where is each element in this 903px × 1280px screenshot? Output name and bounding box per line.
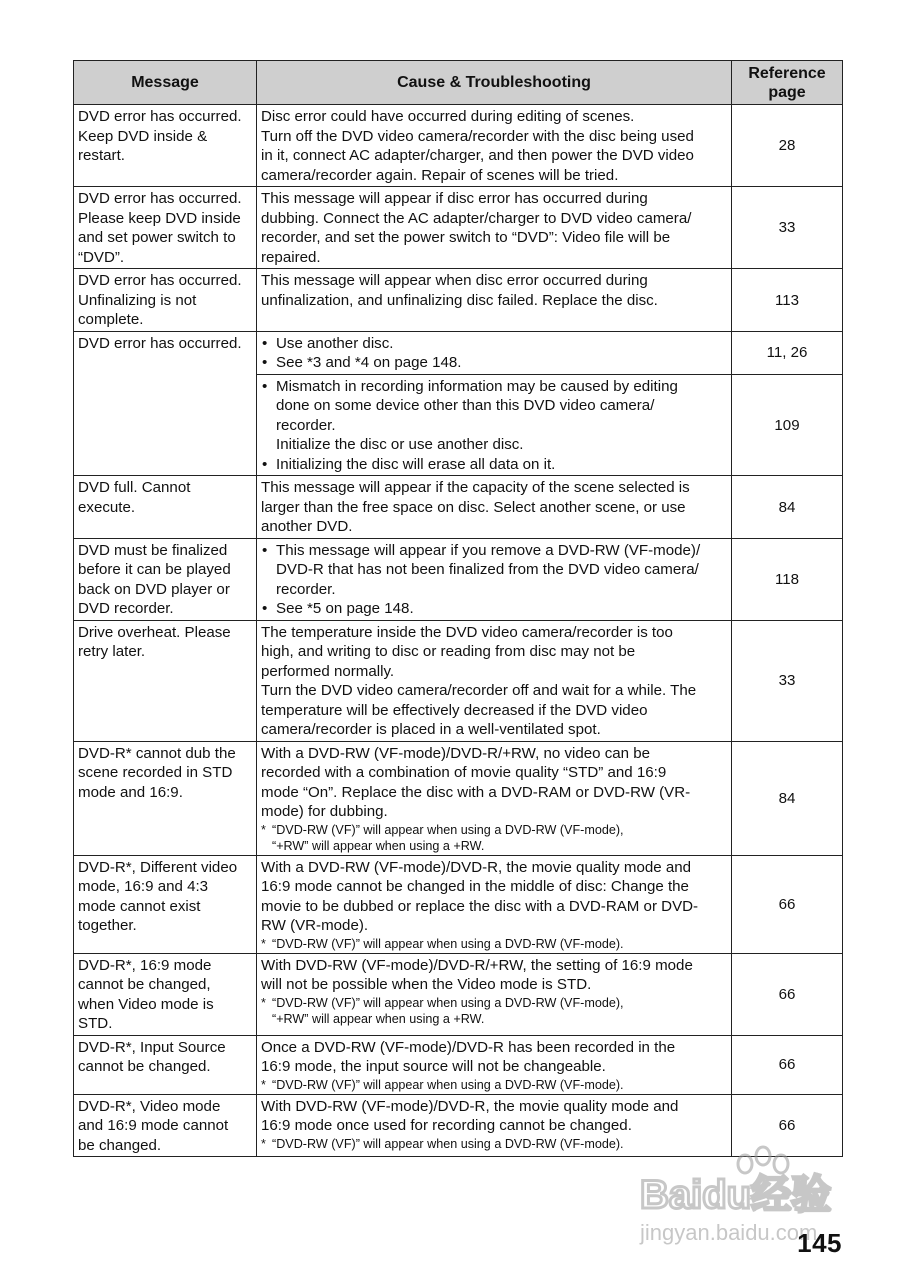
troubleshooting-table: [73, 60, 843, 1157]
reference-cell: 118: [732, 538, 843, 620]
cause-cell: With DVD-RW (VF-mode)/DVD-R, the movie quality mode and 16:9 mode once used for recording cannot be changed. * “DVD-RW (VF)” will appear when using a DVD-RW (VF-mode).: [257, 1094, 732, 1157]
message-cell: DVD-R*, Different video mode, 16:9 and 4:3 mode cannot exist together.: [74, 855, 257, 953]
table-row: [74, 1035, 843, 1094]
cause-cell: With a DVD-RW (VF-mode)/DVD-R/+RW, no video can be recorded with a combination of movie quality “STD” and 16:9 mode “On”. Replace the disc with a DVD-RAM or DVD-RW (VR- mode) for dubbing. * “DVD-RW (VF)” will appear when using a DVD-RW (VF-mode), “+RW” will appear when using a +RW.: [257, 741, 732, 855]
cause-cell: This message will appear when disc error occurred during unfinalization, and unfinalizing disc failed. Replace the disc.: [257, 269, 732, 332]
cause-cell: • Mismatch in recording information may be caused by editing done on some device other than this DVD video camera/ recorder. Initialize the disc or use another disc. • Initializing the disc will erase all data on it.: [257, 374, 732, 476]
paw-toe-icon: [774, 1155, 788, 1173]
table-row: [74, 953, 843, 1035]
message-cell: DVD full. Cannot execute.: [74, 476, 257, 539]
paw-toe-icon: [756, 1147, 770, 1165]
reference-cell: 109: [732, 374, 843, 476]
message-cell: DVD error has occurred.: [74, 331, 257, 476]
reference-cell: 11, 26: [732, 331, 843, 374]
message-cell: DVD error has occurred. Unfinalizing is not complete.: [74, 269, 257, 332]
table-row: [74, 187, 843, 269]
footnote: “+RW” will appear when using a +RW.: [272, 1011, 485, 1026]
cause-cell: This message will appear if disc error has occurred during dubbing. Connect the AC adapter/charger to DVD video camera/ recorder, and set the power switch to “DVD”: Video file will be repaired.: [257, 187, 732, 269]
footnote: * “DVD-RW (VF)” will appear when using a DVD-RW (VF-mode).: [261, 936, 727, 952]
message-cell: DVD-R*, Input Source cannot be changed.: [74, 1035, 257, 1094]
table-row: [74, 620, 843, 741]
table-row: [74, 269, 843, 332]
reference-cell: 84: [732, 476, 843, 539]
footnote: * “DVD-RW (VF)” will appear when using a DVD-RW (VF-mode),: [261, 822, 727, 838]
header-cause: Cause & Troubleshooting: [257, 61, 732, 105]
cause-cell: The temperature inside the DVD video camera/recorder is too high, and writing to disc or reading from disc may not be performed normally. Turn the DVD video camera/recorder off and wait for a while. The temperature will be effectively decreased if the DVD video camera/recorder is placed in a well-ventilated spot.: [257, 620, 732, 741]
table-row: [74, 331, 843, 374]
page-number: 145: [797, 1228, 842, 1258]
footnote: “+RW” will appear when using a +RW.: [272, 838, 485, 853]
header-reference: Reference page: [732, 61, 843, 105]
reference-cell: 84: [732, 741, 843, 855]
table-header-row: [74, 61, 843, 105]
footnote: * “DVD-RW (VF)” will appear when using a DVD-RW (VF-mode).: [261, 1077, 727, 1093]
message-cell: DVD-R*, 16:9 mode cannot be changed, when Video mode is STD.: [74, 953, 257, 1035]
message-cell: DVD-R* cannot dub the scene recorded in STD mode and 16:9.: [74, 741, 257, 855]
footnote: * “DVD-RW (VF)” will appear when using a DVD-RW (VF-mode),: [261, 995, 727, 1011]
reference-cell: 66: [732, 855, 843, 953]
table-row: [74, 855, 843, 953]
message-cell: Drive overheat. Please retry later.: [74, 620, 257, 741]
message-cell: DVD error has occurred. Keep DVD inside & restart.: [74, 105, 257, 187]
cause-cell: • Use another disc. • See *3 and *4 on page 148.: [257, 331, 732, 374]
message-cell: DVD error has occurred. Please keep DVD inside and set power switch to “DVD”.: [74, 187, 257, 269]
cause-cell: With a DVD-RW (VF-mode)/DVD-R, the movie quality mode and 16:9 mode cannot be changed in the middle of disc: Change the movie to be dubbed or replace the disc with a DVD-RAM or DVD- RW (VR-mode). * “DVD-RW (VF)” will appear when using a DVD-RW (VF-mode).: [257, 855, 732, 953]
watermark-url: jingyan.baidu.com: [640, 1220, 818, 1245]
reference-cell: 113: [732, 269, 843, 332]
table-row: [74, 741, 843, 855]
cause-cell: This message will appear if the capacity of the scene selected is larger than the free space on disc. Select another scene, or use another DVD.: [257, 476, 732, 539]
table-row: [74, 476, 843, 539]
footnote: * “DVD-RW (VF)” will appear when using a DVD-RW (VF-mode).: [261, 1136, 727, 1152]
cause-cell: With DVD-RW (VF-mode)/DVD-R/+RW, the setting of 16:9 mode will not be possible when the Video mode is STD. * “DVD-RW (VF)” will appear when using a DVD-RW (VF-mode), “+RW” will appear when using a +RW.: [257, 953, 732, 1035]
watermark-logo-text: Baidu经验: [640, 1173, 832, 1217]
table-row: [74, 538, 843, 620]
paw-toe-icon: [738, 1155, 752, 1173]
reference-cell: 33: [732, 620, 843, 741]
reference-cell: 66: [732, 1035, 843, 1094]
cause-cell: • This message will appear if you remove a DVD-RW (VF-mode)/ DVD-R that has not been finalized from the DVD video camera/ recorder. • See *5 on page 148.: [257, 538, 732, 620]
reference-cell: 66: [732, 953, 843, 1035]
reference-cell: 28: [732, 105, 843, 187]
reference-cell: 33: [732, 187, 843, 269]
table-row: [74, 105, 843, 187]
message-cell: DVD must be finalized before it can be played back on DVD player or DVD recorder.: [74, 538, 257, 620]
reference-cell: 66: [732, 1094, 843, 1157]
cause-cell: Disc error could have occurred during editing of scenes. Turn off the DVD video camera/recorder with the disc being used in it, connect AC adapter/charger, and then power the DVD video camera/recorder again. Repair of scenes will be tried.: [257, 105, 732, 187]
message-cell: DVD-R*, Video mode and 16:9 mode cannot be changed.: [74, 1094, 257, 1157]
cause-cell: Once a DVD-RW (VF-mode)/DVD-R has been recorded in the 16:9 mode, the input source will not be changeable. * “DVD-RW (VF)” will appear when using a DVD-RW (VF-mode).: [257, 1035, 732, 1094]
header-message: Message: [74, 61, 257, 105]
